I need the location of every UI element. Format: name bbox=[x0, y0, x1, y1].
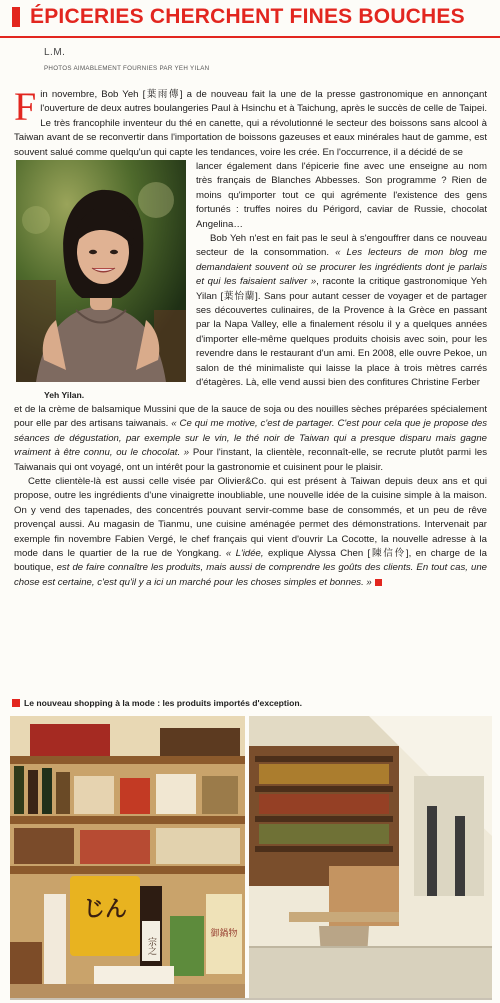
body-text: Cette clientèle-là est aussi celle visée par Olivier&Co. qui est présent à Taiwan depuis deux ans et qui propose, outre les ingrédients d'une vinaigrette inoubliable, une nouvelle idée de la cuisine simple à la maison. On y vend des tapenades, des concentrés pouvant servir-comme base de consommés, et un peu de rêve provençal aussi. Au magasin de Tianmu, une cuisine aménagée permet des démonstrations. Intervenait par exemple fin novembre Fabien Vergé, le chef français qui vient d'ouvrir La Cocotte, la nouvelle adresse à la mode dans le quartier de la rue de Yongkang. bbox=[14, 476, 487, 560]
photo-bottom-border bbox=[10, 998, 492, 1000]
quote-text: « Les lecteurs de mon blog me demandaient souvent où se procurer les ingrédients dont je parlais et qui les faisaient saliver » bbox=[196, 247, 487, 288]
photo-section-label bbox=[12, 698, 302, 708]
quote-text: « L'idée, bbox=[225, 548, 264, 560]
end-mark bbox=[375, 579, 382, 586]
portrait-caption: Yeh Yilan. bbox=[44, 390, 85, 400]
bottle-label: 宗之 bbox=[146, 937, 156, 955]
package-label-1: じん bbox=[82, 897, 128, 922]
text-column-right bbox=[196, 160, 487, 403]
portrait-photo bbox=[16, 160, 186, 382]
section-accent-square bbox=[12, 699, 20, 707]
paragraph-1-lead: in novembre, Bob Yeh [葉雨傳] a de nouveau fait la une de la presse gastronomique en annonçant l'ouverture de deux autres boulangeries Paul à Hsinchu et à Taichung, après le succès de celle de Taipei. Le très francophile inventeur du thé en canette, qui a révolutionné le secteur des boissons sans alcool à Taiwan avant de se reconvertir dans l'importation de boissons gazeuses et eaux minérales haut de gamme, est souvent salué comme quelqu'un qui capte les tendances, voire les crée. En l'occurrence, il a décidé de se bbox=[14, 89, 487, 158]
body-text: explique Alyssa Chen [陳信伶], en charge de la boutique, bbox=[14, 548, 487, 574]
title-accent-square bbox=[12, 7, 20, 27]
shop-interior-illustration bbox=[249, 716, 492, 999]
portrait-illustration bbox=[16, 160, 186, 382]
products-shelf-illustration bbox=[10, 716, 245, 999]
author-byline: L.M. bbox=[44, 47, 66, 58]
body-text: , raconte la critique gastronomique Yeh Yilan [葉怡蘭]. Sans pour autant cesser de voyager et de partager ses découvertes culinaires, de la Provence à la Grèce en passant par la Napa Valley, elle a finalement résolu il y a quelques années d'importer elle-même quelques produits choisis avec soin, pour les revendre dans le restaurant d'un ami. En 2008, elle ouvre Pekoe, un salon de thé minimaliste qui laisse la place à trois mètres carrés d'étagères. Là, elle vend aussi bien des confitures Christine Ferber bbox=[196, 276, 487, 389]
text-column-full bbox=[14, 403, 487, 687]
shop-photo-interior bbox=[249, 716, 492, 999]
body-text: lancer également dans l'épicerie fine avec une enseigne au nom très français de Blanches Abbesses. Son programme ? Rien de moins qu'importer tout ce qui agrémente l'existence des gens fortunés : truffes noires du Périgord, caviar de Russie, chocolat Angelina… bbox=[196, 161, 487, 230]
body-text: Bob Yeh n'est en fait pas le seul à s'engouffrer dans ce nouveau secteur de la consommation. bbox=[196, 233, 487, 259]
quote-text: est de faire connaître les produits, mais aussi de comprendre les goûts des clients. En tout cas, une chose est certaine, c'est qu'il y a ici un marché pour les choses simples et bonnes. » bbox=[14, 562, 487, 588]
title-banner bbox=[0, 0, 500, 38]
tin-label: 御鍋物 bbox=[210, 929, 238, 939]
shop-photo-products bbox=[10, 716, 245, 999]
photo-credit: PHOTOS AIMABLEMENT FOURNIES PAR YEH YILAN bbox=[44, 65, 210, 72]
quote-text: « Ce qui me motive, c'est de partager. C'est pour cela que je propose des séances de dégustation, par exemple sur le vin, le thé noir de Taiwan qui a presque disparu mais gagne vraiment à être connu, ou le chocolat. » bbox=[14, 418, 487, 459]
article-title: ÉPICERIES CHERCHENT FINES BOUCHES bbox=[30, 5, 465, 28]
drop-cap: F bbox=[14, 84, 37, 129]
article-paragraph-1 bbox=[14, 84, 487, 160]
body-text: et de la crème de balsamique Mussini que de la sauce de soja ou des nouilles sèches préparées spécialement pour elle par des artisans taiwanais. bbox=[14, 404, 487, 430]
body-text: Pour l'instant, la clientèle, reconnaît-elle, se recrute plutôt parmi les Taiwanais qui ont voyagé, ont un intérêt pour la gastronomie et cuisinent pour le plaisir. bbox=[14, 447, 487, 473]
section-label-text: Le nouveau shopping à la mode : les produits importés d'exception. bbox=[24, 698, 303, 708]
